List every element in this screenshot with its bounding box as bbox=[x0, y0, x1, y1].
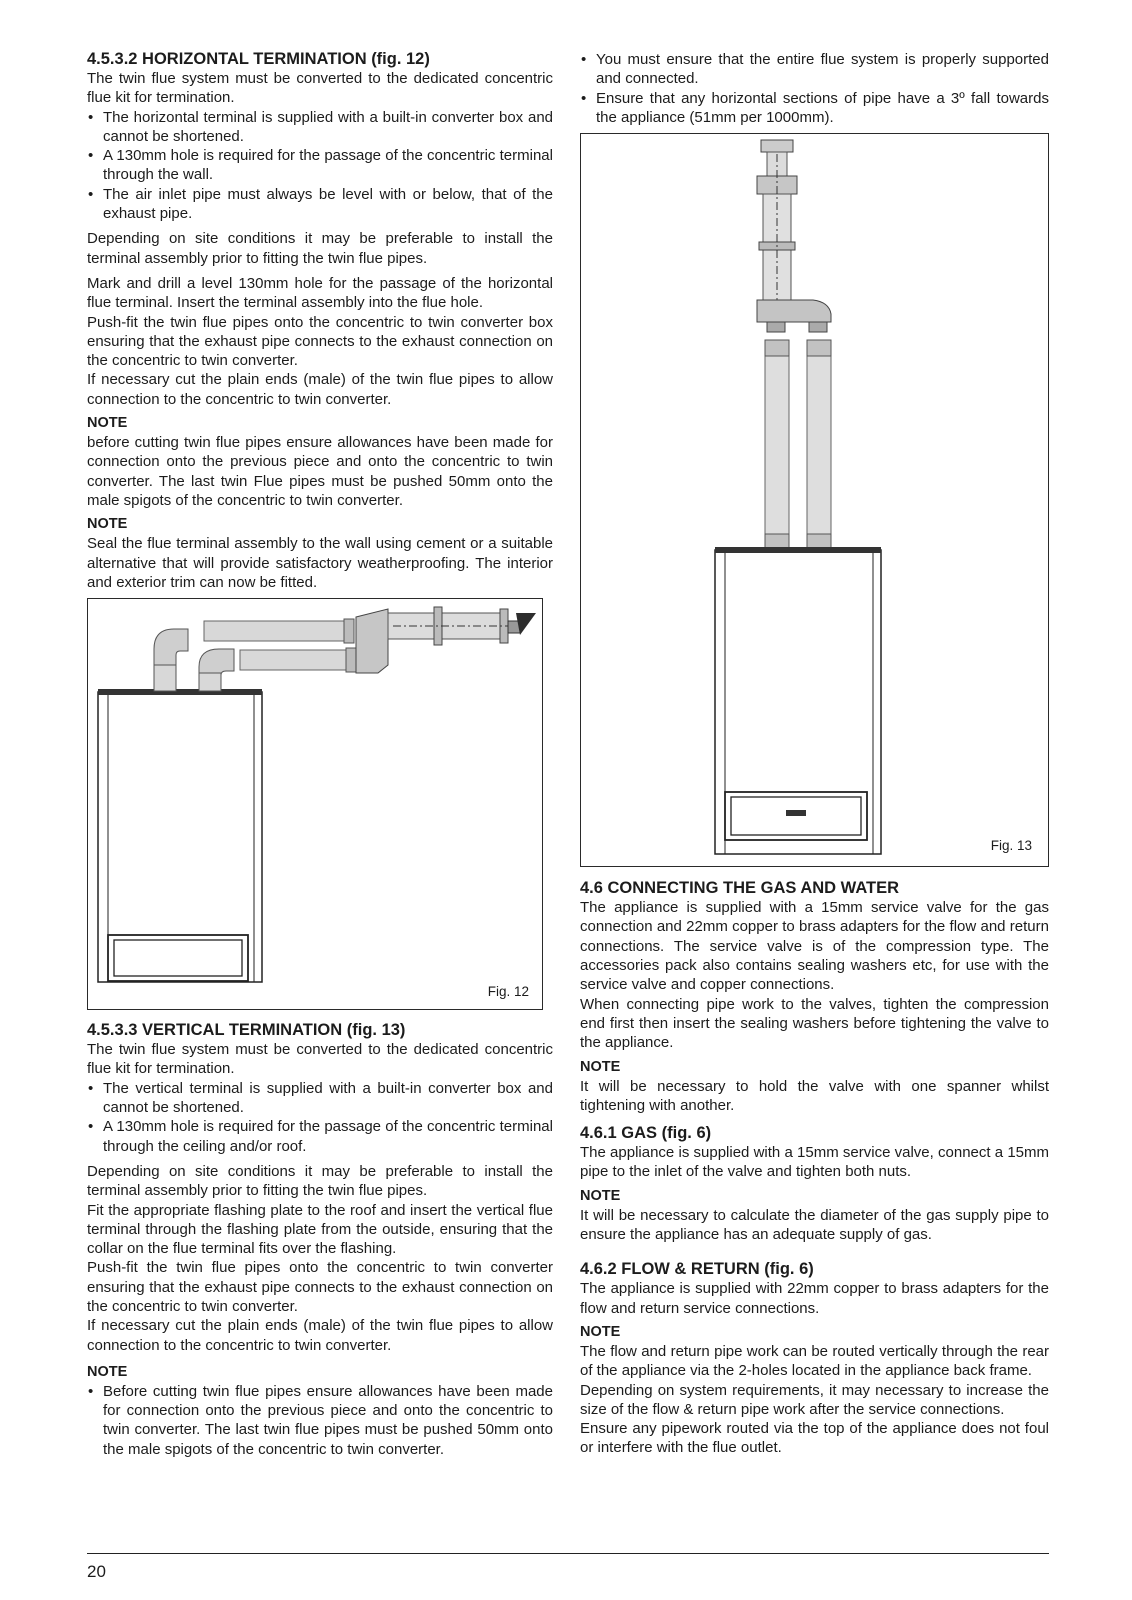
paragraph: If necessary cut the plain ends (male) of the twin flue pipes to allow connection to the concentric to twin converter. bbox=[87, 1317, 553, 1354]
paragraph: Depending on site conditions it may be preferable to install the terminal assembly prior to fitting the twin flue pipes. bbox=[87, 230, 553, 267]
note-label: NOTE bbox=[87, 415, 128, 432]
list-item: • Before cutting twin flue pipes ensure allowances have been made for connection onto the previous piece and onto the concentric to twin converter. The last twin flue pipes must be pushed 50mm onto the male spigots of the concentric to twin converter. bbox=[87, 1382, 553, 1459]
paragraph: If necessary cut the plain ends (male) of the twin flue pipes to allow connection to the concentric to twin converter. bbox=[87, 371, 553, 408]
paragraph: Depending on site conditions it may be preferable to install the terminal assembly prior to fitting the twin flue pipes. bbox=[87, 1162, 553, 1200]
bullet-list bbox=[87, 108, 553, 224]
vertical-flue-illustration bbox=[581, 134, 1048, 866]
figure-13-vertical-flue bbox=[580, 133, 1049, 867]
note-label: NOTE bbox=[580, 1187, 621, 1204]
note-text: It will be necessary to hold the valve with one spanner whilst tightening with another. bbox=[580, 1077, 1049, 1114]
list-item: • The air inlet pipe must always be level with or below, that of the exhaust pipe. bbox=[87, 185, 553, 224]
list-item: • A 130mm hole is required for the passage of the concentric terminal through the wall. bbox=[87, 146, 553, 185]
left-column bbox=[87, 50, 553, 1459]
figure-caption: Fig. 13 bbox=[990, 838, 1032, 854]
paragraph: Ensure any pipework routed via the top of the appliance does not foul or interfere with the flue outlet. bbox=[580, 1420, 1049, 1457]
bullet-list bbox=[87, 1079, 553, 1156]
figure-12-horizontal-flue bbox=[87, 598, 543, 1010]
note-label: NOTE bbox=[580, 1323, 621, 1340]
note-text: Seal the flue terminal assembly to the wall using cement or a suitable alternative that will provide satisfactory weatherproofing. The interior and exterior trim can now be fitted. bbox=[87, 535, 553, 591]
list-item: • A 130mm hole is required for the passage of the concentric terminal through the ceiling and/or roof. bbox=[87, 1117, 553, 1156]
paragraph: Push-fit the twin flue pipes onto the concentric to twin converter box ensuring that the exhaust pipe connects to the exhaust connection on the concentric to twin converter. bbox=[87, 313, 553, 370]
list-item: • You must ensure that the entire flue system is properly supported and connected. bbox=[580, 50, 1049, 89]
bullet-list bbox=[87, 1382, 553, 1459]
paragraph: The appliance is supplied with a 15mm service valve, connect a 15mm pipe to the inlet of the valve and tighten both nuts. bbox=[580, 1144, 1049, 1181]
paragraph: The twin flue system must be converted to the dedicated concentric flue kit for termination. bbox=[87, 1041, 553, 1078]
note-label: NOTE bbox=[580, 1058, 621, 1075]
paragraph: Fit the appropriate flashing plate to the roof and insert the vertical flue terminal through the flashing plate from the outside, ensuring that the collar on the flue terminal fits over the flashing. bbox=[87, 1201, 553, 1258]
section-heading-horizontal-termination: 4.5.3.2 HORIZONTAL TERMINATION (fig. 12) bbox=[87, 50, 430, 68]
section-heading-gas: 4.6.1 GAS (fig. 6) bbox=[580, 1124, 712, 1143]
list-item: • The vertical terminal is supplied with a built-in converter box and cannot be shortened. bbox=[87, 1079, 553, 1118]
section-heading-flow-return: 4.6.2 FLOW & RETURN (fig. 6) bbox=[580, 1260, 814, 1279]
figure-caption: Fig. 12 bbox=[487, 984, 529, 1000]
list-item: • Ensure that any horizontal sections of pipe have a 3º fall towards the appliance (51mm per 1000mm). bbox=[580, 89, 1049, 128]
paragraph: Push-fit the twin flue pipes onto the concentric to twin converter ensuring that the exhaust pipe connects to the exhaust connection on the concentric to twin converter. bbox=[87, 1259, 553, 1315]
note-text: The flow and return pipe work can be routed vertically through the rear of the appliance via the 2-holes located in the appliance back frame. bbox=[580, 1342, 1049, 1380]
paragraph: Mark and drill a level 130mm hole for the passage of the horizontal flue terminal. Insert the terminal assembly into the flue hole. bbox=[87, 274, 553, 312]
section-heading-gas-water: 4.6 CONNECTING THE GAS AND WATER bbox=[580, 879, 900, 898]
footer-rule bbox=[87, 1553, 1049, 1554]
paragraph: Depending on system requirements, it may necessary to increase the size of the flow & return pipe work after the service connections. bbox=[580, 1381, 1049, 1418]
paragraph: The twin flue system must be converted to the dedicated concentric flue kit for termination. bbox=[87, 70, 553, 107]
page-number: 20 bbox=[87, 1562, 106, 1581]
note-label: NOTE bbox=[87, 516, 128, 533]
section-heading-vertical-termination: 4.5.3.3 VERTICAL TERMINATION (fig. 13) bbox=[87, 1021, 406, 1040]
paragraph: The appliance is supplied with a 15mm service valve for the gas connection and 22mm copper to brass adapters for the flow and return connections. The service valve is of the compression type. The accessories pack also contains sealing washers etc, for use with the service valve and copper connections. bbox=[580, 899, 1049, 994]
note-text: before cutting twin flue pipes ensure allowances have been made for connection onto the previous piece and onto the concentric to twin converter. The last twin Flue pipes must be pushed 50mm onto the male spigots of the concentric to twin converter. bbox=[87, 434, 553, 509]
note-label: NOTE bbox=[87, 1363, 128, 1380]
right-column bbox=[580, 50, 1049, 1458]
bullet-list bbox=[580, 50, 1049, 127]
paragraph: The appliance is supplied with 22mm copper to brass adapters for the flow and return service connections. bbox=[580, 1280, 1049, 1317]
horizontal-flue-illustration bbox=[88, 599, 542, 1009]
note-text: It will be necessary to calculate the diameter of the gas supply pipe to ensure the appliance has an adequate supply of gas. bbox=[580, 1206, 1049, 1244]
list-item: • The horizontal terminal is supplied with a built-in converter box and cannot be shortened. bbox=[87, 108, 553, 147]
paragraph: When connecting pipe work to the valves, tighten the compression end first then insert the sealing washers before tightening the valve to the appliance. bbox=[580, 995, 1049, 1052]
